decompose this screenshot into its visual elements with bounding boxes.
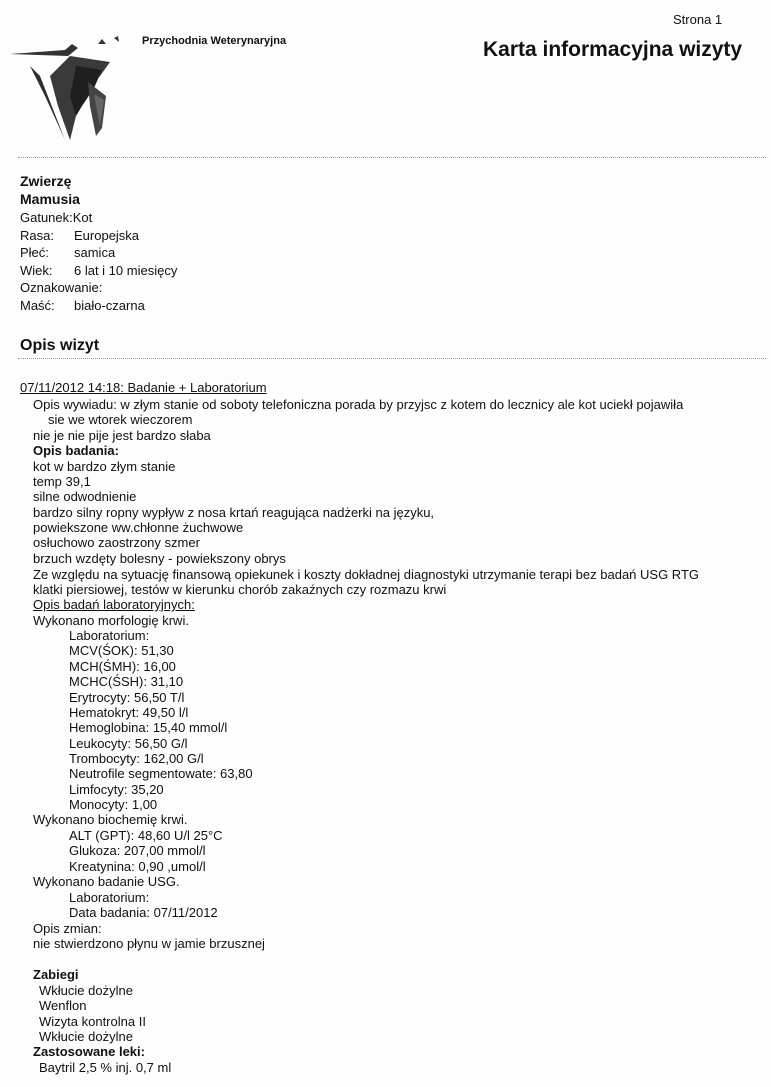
usg-line: Data badania: 07/11/2012 — [69, 905, 218, 920]
clinic-name: Przychodnia Weterynaryjna — [142, 35, 287, 47]
exam-line: osłuchowo zaostrzony szmer — [33, 535, 200, 550]
lab-heading: Opis badań laboratoryjnych: — [33, 597, 195, 612]
document-title: Karta informacyjna wizyty — [483, 38, 743, 61]
exam-line: Ze względu na sytuację finansową opiekunek i koszty dokładnej diagnostyki utrzymanie terapi bez badań USG RTG — [33, 567, 700, 582]
morphology-lab: Laboratorium: — [69, 628, 150, 643]
morphology-result: MCH(ŚMH): 16,00 — [69, 659, 176, 674]
interview-line: sie we wtorek wieczorem — [48, 412, 193, 427]
biochemistry-title: Wykonano biochemię krwi. — [33, 812, 188, 827]
morphology-title: Wykonano morfologię krwi. — [33, 613, 189, 628]
morphology-result: Monocyty: 1,00 — [69, 797, 158, 812]
sex-value: samica — [74, 245, 116, 260]
marking-label: Oznakowanie: — [20, 280, 103, 295]
drugs-heading: Zastosowane leki: — [33, 1044, 145, 1059]
changes-title: Opis zmian: — [33, 921, 102, 936]
exam-line: temp 39,1 — [33, 474, 91, 489]
morphology-result: MCHC(ŚSH): 31,10 — [69, 674, 184, 689]
animal-name: Mamusia — [20, 191, 80, 207]
procedure-item: Wenflon — [39, 998, 87, 1013]
usg-line: Laboratorium: — [69, 890, 150, 905]
age-value: 6 lat i 10 miesięcy — [74, 263, 178, 278]
interview-line: nie je nie pije jest bardzo słaba — [33, 428, 211, 443]
procedures-heading: Zabiegi — [33, 967, 79, 982]
procedure-item: Wizyta kontrolna II — [39, 1014, 146, 1029]
procedure-item: Wkłucie dożylne — [39, 1029, 133, 1044]
exam-line: silne odwodnienie — [33, 489, 137, 504]
age-label: Wiek: — [20, 263, 53, 278]
clinic-logo — [10, 36, 135, 149]
exam-line: powiekszone ww.chłonne żuchwowe — [33, 520, 244, 535]
visits-heading: Opis wizyt — [20, 337, 100, 354]
morphology-result: Leukocyty: 56,50 G/l — [69, 736, 188, 751]
morphology-result: Neutrofile segmentowate: 63,80 — [69, 766, 253, 781]
interview-line: Opis wywiadu: w złym stanie od soboty telefoniczna porada by przyjsc z kotem do lecznicy ale kot uciekł pojawiła — [33, 397, 684, 412]
morphology-result: Erytrocyty: 56,50 T/l — [69, 690, 185, 705]
coat-label: Maść: — [20, 298, 55, 313]
morphology-result: Trombocyty: 162,00 G/l — [69, 751, 204, 766]
morphology-result: Limfocyty: 35,20 — [69, 782, 164, 797]
morphology-result: MCV(ŚOK): 51,30 — [69, 643, 174, 658]
exam-line: klatki piersiowej, testów w kierunku chorób zakaźnych czy rozmazu krwi — [33, 582, 447, 597]
biochemistry-result: Kreatynina: 0,90 ,umol/l — [69, 859, 206, 874]
exam-line: bardzo silny ropny wypływ z nosa krtań reagująca nadżerki na języku, — [33, 505, 435, 520]
animal-heading: Zwierzę — [20, 173, 72, 189]
biochemistry-result: Glukoza: 207,00 mmol/l — [69, 843, 206, 858]
exam-line: brzuch wzdęty bolesny - powiekszony obrys — [33, 551, 286, 566]
divider — [18, 157, 766, 158]
coat-value: biało-czarna — [74, 298, 145, 313]
breed-value: Europejska — [74, 228, 140, 243]
visit-header: 07/11/2012 14:18: Badanie + Laboratorium — [20, 380, 267, 395]
species-label: Gatunek: — [20, 210, 73, 225]
sex-label: Płeć: — [20, 245, 49, 260]
usg-title: Wykonano badanie USG. — [33, 874, 180, 889]
morphology-result: Hemoglobina: 15,40 mmol/l — [69, 720, 228, 735]
page-number: Strona 1 — [673, 12, 723, 27]
exam-heading: Opis badania: — [33, 443, 119, 458]
morphology-result: Hematokryt: 49,50 l/l — [69, 705, 189, 720]
biochemistry-result: ALT (GPT): 48,60 U/l 25°C — [69, 828, 223, 843]
divider — [18, 358, 766, 359]
drug-item: Baytril 2,5 % inj. 0,7 ml — [39, 1060, 172, 1075]
species-value: Kot — [72, 210, 93, 225]
species-row — [20, 210, 92, 225]
exam-line: kot w bardzo złym stanie — [33, 459, 176, 474]
procedure-item: Wkłucie dożylne — [39, 983, 133, 998]
changes-text: nie stwierdzono płynu w jamie brzusznej — [33, 936, 265, 951]
breed-label: Rasa: — [20, 228, 54, 243]
